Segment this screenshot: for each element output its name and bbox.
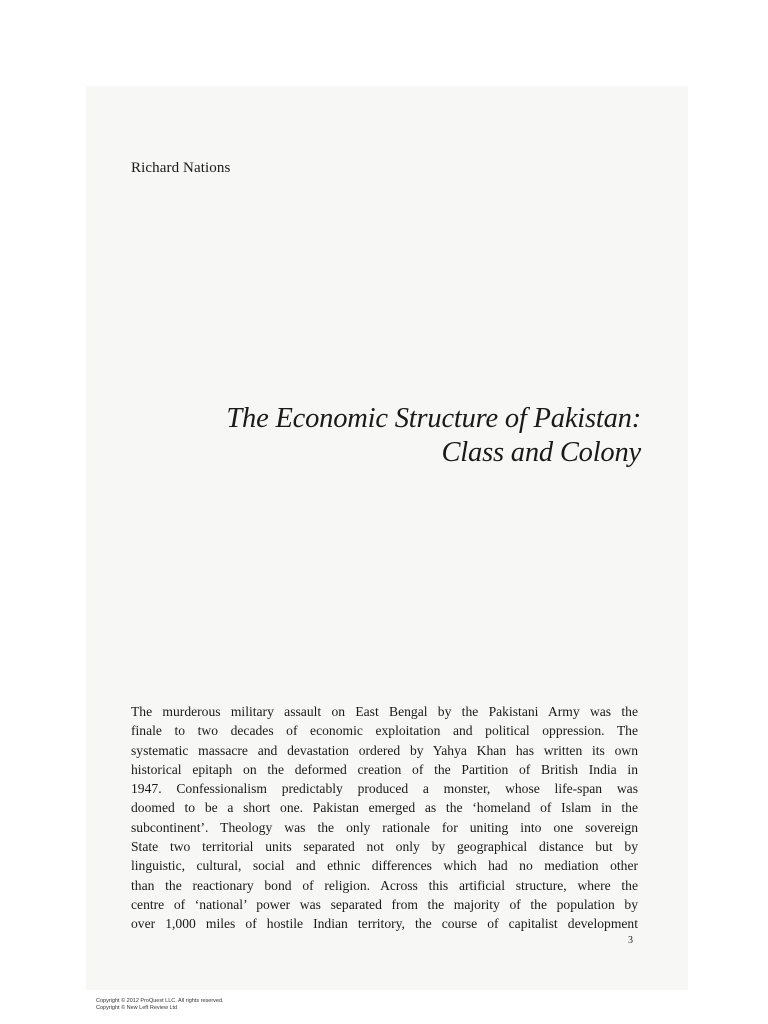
body-line-11: centre of ‘national’ power was separated from the majority of the population by bbox=[131, 896, 638, 912]
copyright-line-2: Copyright © New Left Review Ltd bbox=[96, 1005, 178, 1011]
copyright-line-1: Copyright © 2012 ProQuest LLC. All rights reserved. bbox=[96, 998, 224, 1004]
body-line-12: over 1,000 miles of hostile Indian territory, the course of capitalist development bbox=[131, 916, 638, 932]
body-line-10: than the reactionary bond of religion. Across this artificial structure, where the bbox=[131, 877, 638, 893]
title-line-2: Class and Colony bbox=[441, 437, 641, 468]
body-paragraph bbox=[131, 702, 638, 934]
body-line-9: linguistic, cultural, social and ethnic differences which had no mediation other bbox=[131, 858, 638, 874]
title-line-1: The Economic Structure of Pakistan: bbox=[226, 403, 641, 434]
article-title bbox=[180, 402, 641, 470]
copyright-notice bbox=[96, 998, 224, 1012]
body-line-3: systematic massacre and devastation ordered by Yahya Khan has written its own bbox=[131, 742, 638, 758]
body-line-6: doomed to be a short one. Pakistan emerged as the ‘homeland of Islam in the bbox=[131, 800, 638, 816]
body-line-2: finale to two decades of economic exploitation and political oppression. The bbox=[131, 723, 638, 739]
body-line-4: historical epitaph on the deformed creation of the Partition of British India in bbox=[131, 761, 638, 777]
author-name: Richard Nations bbox=[131, 160, 231, 176]
body-line-7: subcontinent’. Theology was the only rationale for uniting into one sovereign bbox=[131, 819, 638, 835]
body-line-5: 1947. Confessionalism predictably produced a monster, whose life-span was bbox=[131, 781, 638, 797]
page-number: 3 bbox=[628, 935, 633, 946]
body-line-8: State two territorial units separated not only by geographical distance but by bbox=[131, 839, 638, 855]
body-line-1: The murderous military assault on East Bengal by the Pakistani Army was the bbox=[131, 704, 638, 719]
